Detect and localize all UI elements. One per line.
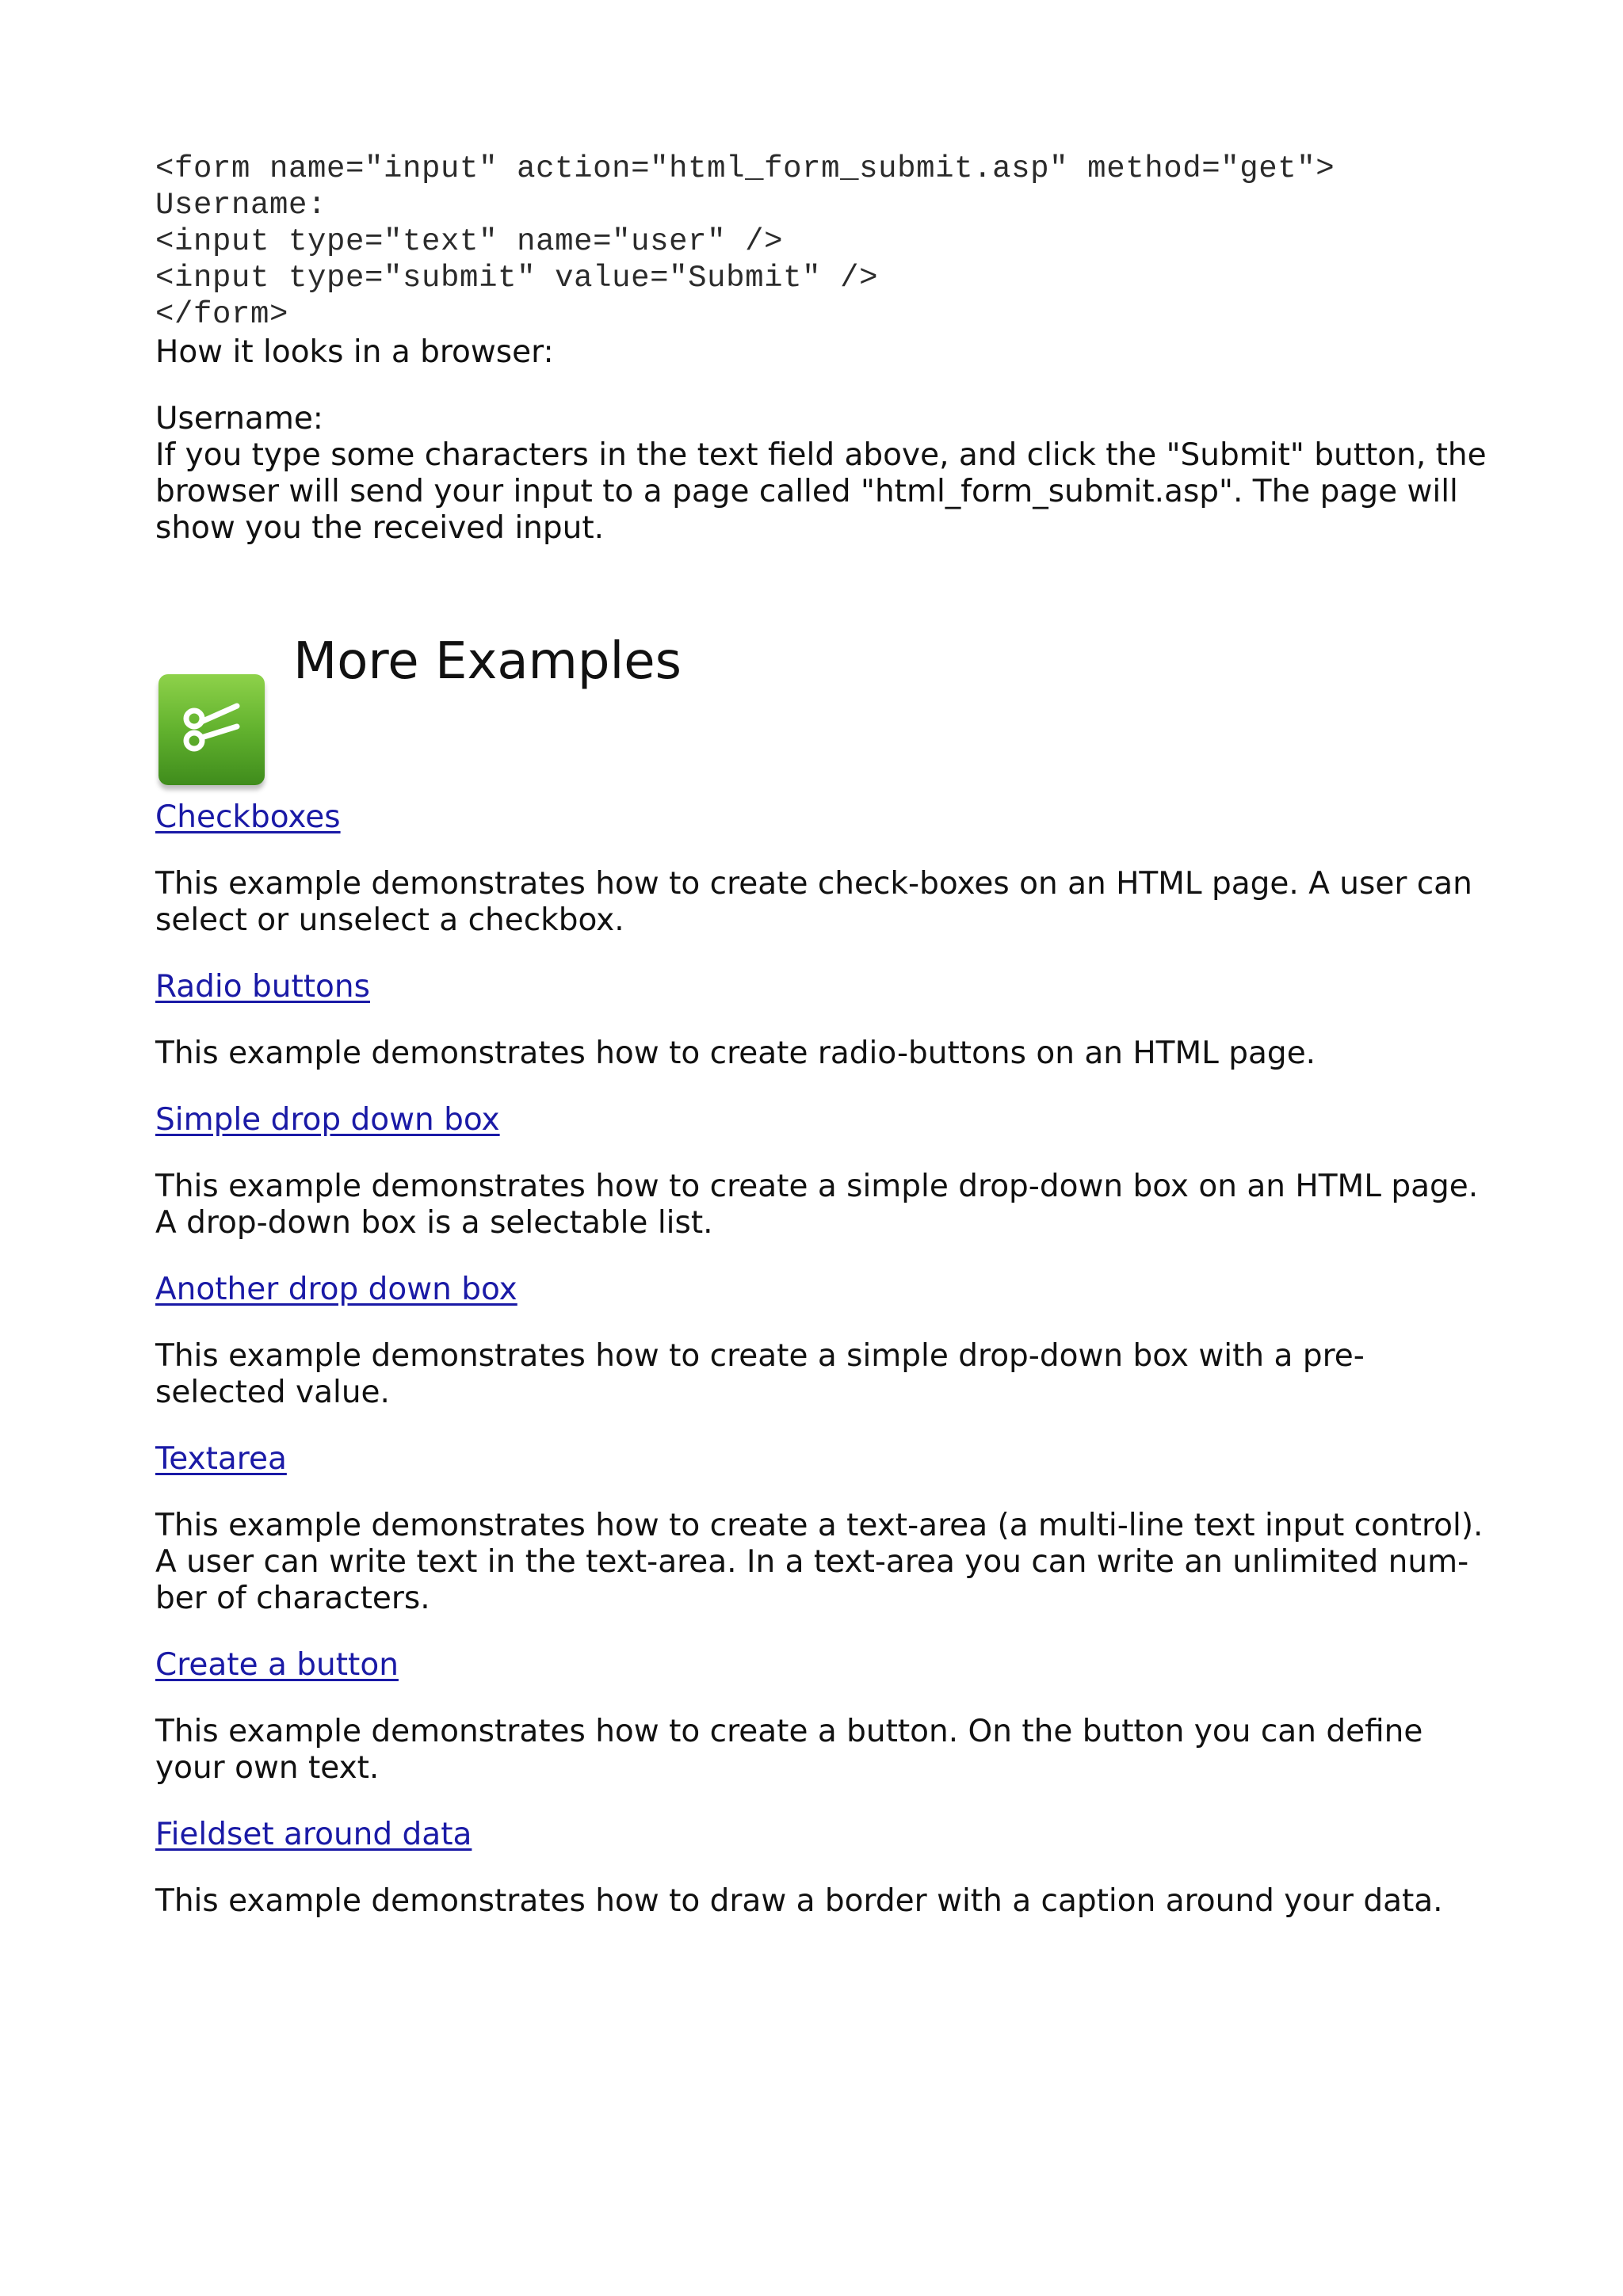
example-link-create-a-button[interactable]: Create a button [155,1647,399,1683]
code-example [155,151,1487,333]
example-link-radio-buttons[interactable]: Radio buttons [155,969,370,1005]
example-item [155,969,1487,1072]
example-item [155,1272,1487,1411]
examples-list [155,799,1487,1920]
document-page [155,151,1487,1950]
example-link-textarea[interactable]: Textarea [155,1441,287,1477]
scissors-glyph [174,692,250,768]
example-description: This example demonstrates how to create radio-buttons on an HTML page. [155,1035,1316,1071]
example-item [155,1102,1487,1241]
code-line: <input type="submit" value="Submit" /> [155,261,879,296]
username-label: Username: [155,401,323,437]
example-link-checkboxes[interactable]: Checkboxes [155,799,341,835]
example-item [155,1441,1487,1617]
more-examples-title: More Examples [293,632,682,691]
more-examples-header [155,630,1487,796]
code-line: <form name="input" action="html_form_submit.asp" method="get"> [155,151,1335,186]
example-description: This example demonstrates how to create check-boxes on an HTML page. A user can select or unselect a checkbox. [155,866,1472,938]
example-item [155,799,1487,939]
example-description: This example demonstrates how to draw a border with a caption around your data. [155,1883,1443,1919]
code-line: </form> [155,297,289,332]
example-description: This example demonstrates how to create a button. On the button you can define your own text. [155,1714,1423,1786]
browser-caption: How it looks in a browser: [155,334,554,370]
example-item [155,1647,1487,1787]
example-description: This example demonstrates how to create a text-area (a multi-line text input control). A user can write text in the text-area. In a text-area you can write an unlimited num-ber of characters. [155,1508,1484,1616]
example-link-fieldset-around-data[interactable]: Fieldset around data [155,1817,472,1852]
example-description: This example demonstrates how to create a simple drop-down box with a pre-selected value. [155,1338,1365,1410]
scissors-icon [158,674,265,785]
code-line: <input type="text" name="user" /> [155,224,784,259]
example-link-simple-drop-down-box[interactable]: Simple drop down box [155,1102,500,1138]
example-item [155,1817,1487,1920]
example-link-another-drop-down-box[interactable]: Another drop down box [155,1272,517,1307]
code-line: Username: [155,188,327,223]
explanation-paragraph: If you type some characters in the text field above, and click the "Submit" button, the browser will send your input to a page called "html_form_submit.asp". The page will show you the received input. [155,437,1487,546]
example-description: This example demonstrates how to create a simple drop-down box on an HTML page. A drop-down box is a selectable list. [155,1169,1479,1241]
